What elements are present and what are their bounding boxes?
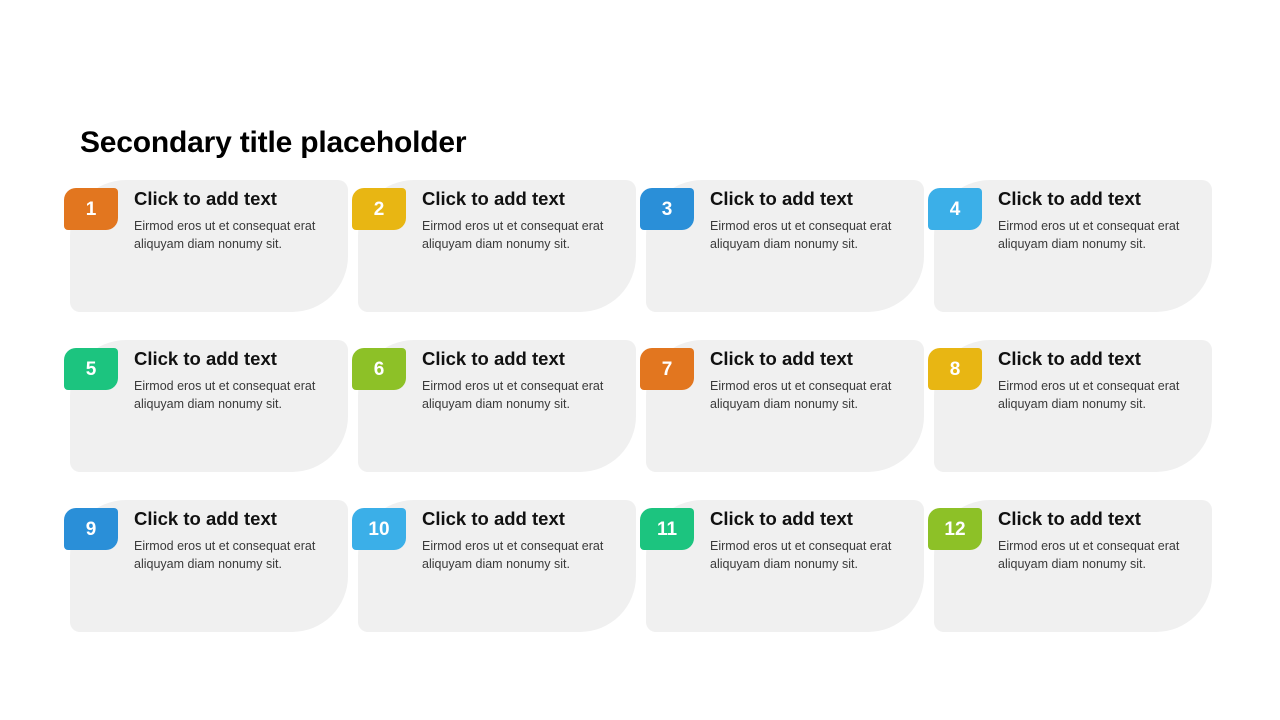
card-body [998, 508, 1203, 574]
card-body [422, 348, 627, 414]
card-heading[interactable]: Click to add text [710, 188, 853, 209]
card-description[interactable]: Eirmod eros ut et consequat erat aliquyam diam nonumy sit. [422, 219, 604, 252]
card-description[interactable]: Eirmod eros ut et consequat erat aliquyam diam nonumy sit. [998, 379, 1180, 412]
info-card[interactable] [64, 332, 352, 492]
card-heading[interactable]: Click to add text [422, 508, 565, 529]
card-description[interactable]: Eirmod eros ut et consequat erat aliquyam diam nonumy sit. [422, 379, 604, 412]
card-heading[interactable]: Click to add text [422, 348, 565, 369]
card-number-badge: 5 [64, 348, 118, 390]
card-body [422, 188, 627, 254]
card-heading[interactable]: Click to add text [998, 188, 1141, 209]
card-heading[interactable]: Click to add text [134, 188, 277, 209]
card-heading[interactable]: Click to add text [710, 508, 853, 529]
card-description[interactable]: Eirmod eros ut et consequat erat aliquyam diam nonumy sit. [998, 219, 1180, 252]
card-body [710, 348, 915, 414]
card-number-badge: 2 [352, 188, 406, 230]
info-card[interactable] [352, 172, 640, 332]
card-description[interactable]: Eirmod eros ut et consequat erat aliquyam diam nonumy sit. [134, 379, 316, 412]
card-body [998, 348, 1203, 414]
card-number-badge: 1 [64, 188, 118, 230]
card-description[interactable]: Eirmod eros ut et consequat erat aliquyam diam nonumy sit. [134, 219, 316, 252]
info-card[interactable] [352, 332, 640, 492]
info-card[interactable] [640, 332, 928, 492]
card-heading[interactable]: Click to add text [998, 508, 1141, 529]
card-number-badge: 12 [928, 508, 982, 550]
card-heading[interactable]: Click to add text [710, 348, 853, 369]
card-body [998, 188, 1203, 254]
card-number-badge: 8 [928, 348, 982, 390]
info-card[interactable] [64, 172, 352, 332]
card-heading[interactable]: Click to add text [998, 348, 1141, 369]
card-heading[interactable]: Click to add text [134, 508, 277, 529]
card-number-badge: 9 [64, 508, 118, 550]
card-description[interactable]: Eirmod eros ut et consequat erat aliquyam diam nonumy sit. [422, 539, 604, 572]
card-number-badge: 10 [352, 508, 406, 550]
info-card[interactable] [352, 492, 640, 652]
card-grid [64, 172, 1216, 652]
card-body [134, 508, 339, 574]
card-body [134, 188, 339, 254]
card-body [710, 508, 915, 574]
card-description[interactable]: Eirmod eros ut et consequat erat aliquyam diam nonumy sit. [710, 539, 892, 572]
card-body [134, 348, 339, 414]
info-card[interactable] [928, 172, 1216, 332]
info-card[interactable] [928, 492, 1216, 652]
info-card[interactable] [64, 492, 352, 652]
card-number-badge: 6 [352, 348, 406, 390]
card-description[interactable]: Eirmod eros ut et consequat erat aliquyam diam nonumy sit. [710, 219, 892, 252]
page-title: Secondary title placeholder [80, 126, 467, 159]
card-description[interactable]: Eirmod eros ut et consequat erat aliquyam diam nonumy sit. [134, 539, 316, 572]
card-description[interactable]: Eirmod eros ut et consequat erat aliquyam diam nonumy sit. [998, 539, 1180, 572]
card-number-badge: 3 [640, 188, 694, 230]
info-card[interactable] [928, 332, 1216, 492]
card-number-badge: 4 [928, 188, 982, 230]
card-body [710, 188, 915, 254]
card-number-badge: 7 [640, 348, 694, 390]
info-card[interactable] [640, 492, 928, 652]
card-heading[interactable]: Click to add text [134, 348, 277, 369]
card-number-badge: 11 [640, 508, 694, 550]
card-body [422, 508, 627, 574]
card-heading[interactable]: Click to add text [422, 188, 565, 209]
card-description[interactable]: Eirmod eros ut et consequat erat aliquyam diam nonumy sit. [710, 379, 892, 412]
info-card[interactable] [640, 172, 928, 332]
